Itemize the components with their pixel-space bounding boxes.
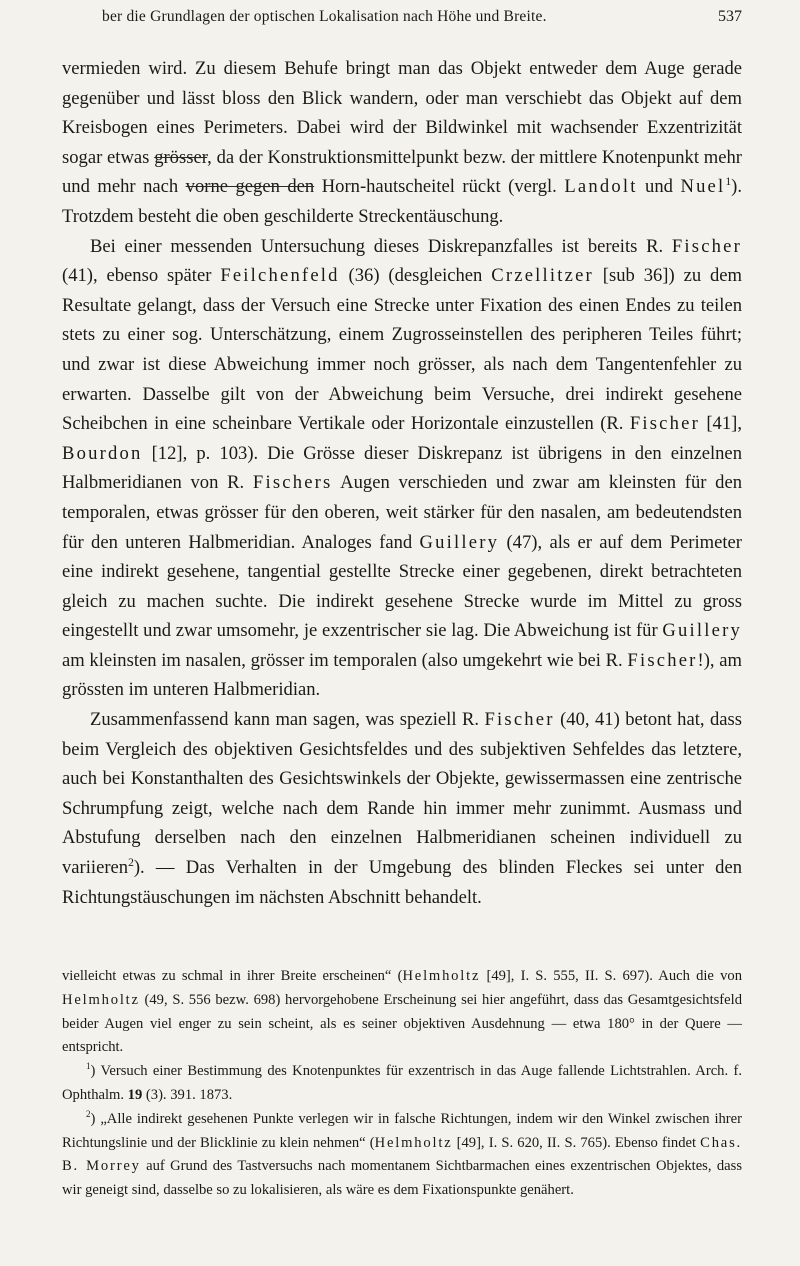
text-run: Horn-hautscheitel rückt (vergl. [314,176,565,198]
text-run: ). — Das Verhalten in der Umgebung des blinden Fleckes sei unter den Richtungstäuschungen im nächsten Abschnitt behandelt. [62,857,742,908]
text-run: vermieden wird. Zu diesem Behufe bringt man das Objekt entweder dem Auge gerade gegenüber und lässt bloss den Blick wandern, oder man verschiebt das Objekt auf dem Kreisbogen eines Perimeters. Dabei wird der Bildwinkel mit wachsender Exzentrizität sogar etwas [62,58,742,168]
author-name: Feilchenfeld [220,265,340,287]
struck-phrase: vorne gegen den [185,176,315,198]
text-run: Zusammenfassend kann man sagen, was speziell R. [90,709,485,731]
footnote-ref[interactable]: 1 [725,176,732,189]
paragraph-1 [62,54,742,232]
struck-word: grösser [154,146,208,168]
text-run: [41], [699,413,742,435]
paragraph-2 [62,232,742,706]
main-text [62,54,742,912]
text-run: ). Trotzdem besteht die oben geschilderte Streckentäuschung. [62,176,742,227]
author-name: Landolt [564,176,638,198]
volume-number: 19 [127,1086,143,1103]
author-name: Guillery [419,531,500,553]
text-run: , da der Konstruktionsmittelpunkt bezw. der mittlere Knotenpunkt mehr und mehr nach [62,146,742,198]
author-name: Crzellitzer [491,265,594,287]
text-run: (40, 41) betont hat, dass beim Vergleich des objektiven Gesichtsfeldes und des subjektiven Sehfeldes das letztere, auch bei Konstanthalten des Gesichtswinkels der Objekte, gewissermassen eine zentrische Schrumpfung zeigt, welche nach dem Rande hin immer mehr zunimmt. Ausmass und Abstufung derselben nach den einzelnen Halbmeridianen scheinen individuell zu variieren [62,709,742,879]
text-run: !), am grössten im unteren Halbmeridian. [62,649,742,701]
author-name: Fischers [252,472,333,494]
text-run: auf Grund des Tastversuchs nach momentanem Sichtbarmachen eines exzentrischen Objektes, dass wir geneigt sind, dasselbe so zu lokalisieren, als wäre es dem Fixationspunkte genähert. [62,1158,743,1199]
text-run: ) Versuch einer Bestimmung des Knotenpunktes für exzentrisch in das Auge fallende Lichtstrahlen. Arch. f. Ophthalm. [62,1063,742,1103]
author-name: Helmholtz [62,991,140,1008]
footnote-ref[interactable]: 2 [128,856,134,869]
footnote-1 [62,1060,742,1108]
text-run: und [637,176,681,198]
running-head [62,8,742,34]
author-name: Chas. B. Morrey [62,1134,743,1175]
text-run: [49], I. S. 620, II. S. 765). Ebenso findet [452,1134,701,1151]
author-name: Fischer [671,235,742,257]
text-run: Bei einer messenden Untersuchung dieses Diskrepanzfalles ist bereits R. [90,235,672,257]
page-number: 537 [718,8,742,25]
footnote-2 [62,1108,742,1203]
text-run: (41), ebenso später [62,265,221,287]
footnote-marker: 1 [86,1061,91,1072]
text-run: [49], I. S. 555, II. S. 697). Auch die von [480,968,742,984]
author-name: Fischer [484,709,555,731]
text-run: (3). 391. 1873. [142,1086,233,1103]
footnote-marker: 2 [86,1108,91,1119]
author-name: Helmholtz [374,1134,453,1151]
author-name: Fischer [627,649,698,671]
author-name: Fischer [629,413,700,435]
running-head-title: ber die Grundlagen der optischen Lokalisation nach Höhe und Breite. [102,8,547,25]
text-run: (47), als er auf dem Perimeter eine indirekt gesehene, tangential gestellte Strecke einer gegebenen, direkt betrachteten gleich zu machen suchte. Die indirekt gesehene Strecke wurde im Mittel zu gross eingestellt und zwar umsomehr, je exzentrischer sie lag. Die Abweichung ist für [62,531,742,642]
author-name: Bourdon [62,442,143,464]
text-run: Augen verschieden und zwar am kleinsten für den temporalen, etwas grösser für den oberen, weit stärker für den nasalen, am bedeutendsten für den unteren Halbmeridian. Analoges fand [62,472,743,553]
text-run: am kleinsten im nasalen, grösser im temporalen (also umgekehrt wie bei R. [62,649,628,671]
text-run: ) „Alle indirekt gesehenen Punkte verlegen wir in falsche Richtungen, indem wir den Winkel zwischen ihrer Richtungslinie und der Blicklinie zu klein nehmen“ ( [62,1110,742,1151]
author-name: Helmholtz [402,968,481,984]
footnotes [62,965,742,1203]
text-run: (36) (desgleichen [339,265,492,287]
author-name: Guillery [662,620,742,642]
text-run: (49, S. 556 bezw. 698) hervorgehobene Erscheinung sei hier angeführt, dass das Gesamtgesichtsfeld beider Augen viel enger zu sein scheint, als es seiner objektiven Ausdehnung — etwa 180° in der Quere — entspricht. [62,991,742,1056]
author-name: Nuel [680,176,726,198]
footnote-continuation [62,965,742,1060]
text-run: vielleicht etwas zu schmal in ihrer Breite erscheinen“ ( [62,968,403,984]
text-run: [12], p. 103). Die Grösse dieser Diskrepanz ist übrigens in den einzelnen Halbmeridianen von R. [62,442,742,494]
text-run: [sub 36]) zu dem Resultate gelangt, dass der Versuch eine Strecke unter Fixation des einen Endes zu teilen stets zu einer sog. Unterschätzung, einem Zugrosseinstellen des peripheren Teiles führt; und zwar ist diese Abweichung immer noch grösser, als nach dem Tangentenfehler zu erwarten. Dasselbe gilt von der Abweichung beim Versuche, drei indirekt gesehene Scheibchen in eine scheinbare Vertikale oder Horizontale einzustellen (R. [62,265,743,435]
paragraph-3 [62,705,742,912]
